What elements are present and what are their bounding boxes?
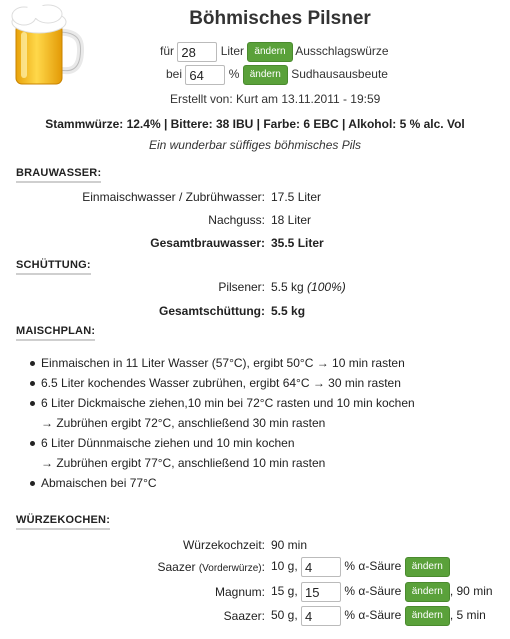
einmaischwasser-value: 17.5 Liter xyxy=(271,190,322,204)
batch-size-row xyxy=(160,42,389,62)
bullet-icon xyxy=(30,481,35,486)
hop-row-magnum xyxy=(271,582,493,602)
hop-time: , 5 min xyxy=(449,608,486,623)
list-item xyxy=(0,393,415,433)
batch-size-unit: Liter xyxy=(220,44,245,59)
maischplan-step-detail: → Zubrühen ergibt 72°C, anschließend 30 min rasten xyxy=(41,416,326,430)
pilsener-value-row xyxy=(271,280,346,294)
maischplan-heading: MAISCHPLAN: xyxy=(16,325,95,341)
batch-size-suffix: Ausschlagswürze xyxy=(295,44,389,59)
gesamtschuettung-label: Gesamtschüttung: xyxy=(158,304,265,318)
maischplan-list xyxy=(0,353,415,493)
maischplan-step: 6 Liter Dickmaische ziehen,10 min bei 72°C rasten und 10 min kochen xyxy=(41,396,415,410)
alpha-acid-label: % α-Säure xyxy=(344,608,402,623)
wuerzekochen-heading: WÜRZEKOCHEN: xyxy=(16,514,110,530)
hop-amount: 50 g, xyxy=(271,608,298,623)
created-info: Erstellt von: Kurt am 13.11.2011 - 19:59 xyxy=(170,92,381,106)
maischplan-step: 6.5 Liter kochendes Wasser zubrühen, ergibt 64°C → 30 min rasten xyxy=(41,376,401,390)
schuettung-heading: SCHÜTTUNG: xyxy=(16,259,91,275)
list-item xyxy=(0,353,415,373)
maischplan-step: Einmaischen in 11 Liter Wasser (57°C), ergibt 50°C → 10 min rasten xyxy=(41,356,405,370)
bullet-icon xyxy=(30,381,35,386)
hop-amount: 15 g, xyxy=(271,584,298,599)
bullet-icon xyxy=(30,361,35,366)
hop-note: (Vorderwürze) xyxy=(198,563,262,574)
bullet-icon xyxy=(30,441,35,446)
efficiency-suffix: Sudhausausbeute xyxy=(291,67,388,82)
kochzeit-value: 90 min xyxy=(271,538,308,552)
recipe-stats: Stammwürze: 12.4% | Bittere: 38 IBU | Farbe: 6 EBC | Alkohol: 5 % alc. Vol xyxy=(45,117,465,131)
pilsener-label: Pilsener: xyxy=(218,280,265,294)
list-item xyxy=(0,373,415,393)
hop-row-saazer-vw xyxy=(271,557,450,577)
hop-label-saazer: Saazer: xyxy=(223,609,265,623)
gesamtbrauwasser-value: 35.5 Liter xyxy=(271,236,324,250)
maischplan-step: 6 Liter Dünnmaische ziehen und 10 min kochen xyxy=(41,436,295,450)
pilsener-value: 5.5 kg xyxy=(271,280,304,294)
hop-label-saazer-vw: Saazer (Vorderwürze): xyxy=(157,560,265,574)
alpha-acid-input[interactable] xyxy=(301,582,341,602)
alpha-acid-label: % α-Säure xyxy=(344,584,402,599)
hop-row-saazer xyxy=(271,606,486,626)
recipe-title: Böhmisches Pilsner xyxy=(189,8,371,29)
efficiency-prefix: bei xyxy=(166,67,183,82)
pilsener-percent: (100%) xyxy=(307,280,346,294)
hop-time: , 90 min xyxy=(449,584,493,599)
efficiency-change-button[interactable]: ändern xyxy=(243,65,288,85)
gesamtbrauwasser-label: Gesamtbrauwasser: xyxy=(150,236,265,250)
brauwasser-heading: BRAUWASSER: xyxy=(16,167,101,183)
maischplan-step-detail: → Zubrühen ergibt 77°C, anschließend 10 min rasten xyxy=(41,456,326,470)
efficiency-input[interactable] xyxy=(185,65,225,85)
efficiency-unit: % xyxy=(228,67,240,82)
nachguss-value: 18 Liter xyxy=(271,213,312,227)
nachguss-label: Nachguss: xyxy=(208,213,265,227)
alpha-acid-input[interactable] xyxy=(301,557,341,577)
hop-name: Saazer xyxy=(157,560,196,574)
alpha-change-button[interactable]: ändern xyxy=(405,582,450,602)
alpha-change-button[interactable]: ändern xyxy=(405,606,450,626)
kochzeit-label: Würzekochzeit: xyxy=(182,538,265,552)
batch-size-input[interactable] xyxy=(177,42,217,62)
alpha-acid-label: % α-Säure xyxy=(344,559,402,574)
list-item xyxy=(0,473,415,493)
alpha-change-button[interactable]: ändern xyxy=(405,557,450,577)
efficiency-row xyxy=(166,65,388,85)
alpha-acid-input[interactable] xyxy=(301,606,341,626)
maischplan-step: Abmaischen bei 77°C xyxy=(41,476,157,490)
batch-size-prefix: für xyxy=(160,44,175,59)
hop-amount: 10 g, xyxy=(271,559,298,574)
einmaischwasser-label: Einmaischwasser / Zubrühwasser: xyxy=(82,190,265,204)
recipe-description: Ein wunderbar süffiges böhmisches Pils xyxy=(148,138,362,152)
batch-size-change-button[interactable]: ändern xyxy=(247,42,292,62)
hop-label-magnum: Magnum: xyxy=(214,585,265,599)
bullet-icon xyxy=(30,401,35,406)
list-item xyxy=(0,433,415,473)
gesamtschuettung-value: 5.5 kg xyxy=(271,304,306,318)
